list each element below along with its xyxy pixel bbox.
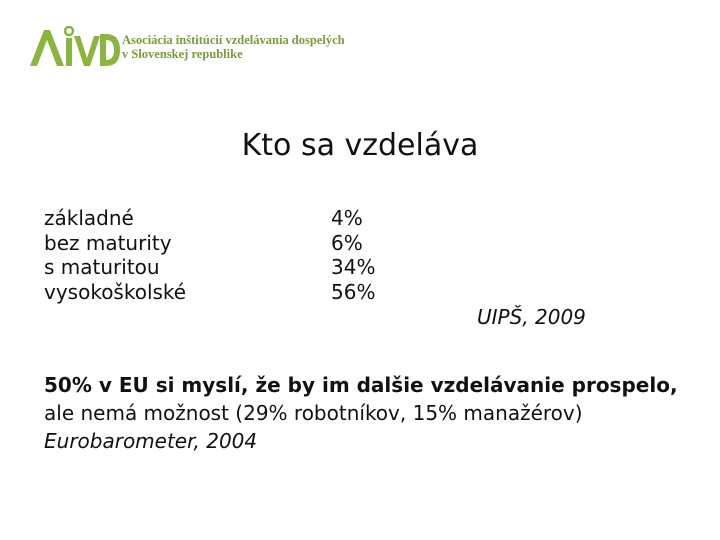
eu-note [44, 371, 704, 455]
logo-text [122, 33, 345, 61]
education-value: 4% [331, 206, 363, 230]
education-value: 6% [331, 230, 363, 255]
aivd-logo-mark [30, 26, 120, 70]
slide-title: Kto sa vzdeláva [241, 128, 479, 163]
education-value: 56% [331, 279, 376, 304]
note-source: Eurobarometer, 2004 [44, 429, 258, 453]
table-source: UIPŠ, 2009 [477, 305, 586, 329]
education-value: 34% [331, 255, 376, 279]
education-labels [44, 206, 186, 304]
aivd-logo [30, 26, 380, 70]
logo-text-line1: Asociácia inštitúcií vzdelávania dospelých [122, 33, 345, 47]
logo-text-line2: v Slovenskej republike [122, 47, 243, 61]
note-line-1: 50% v EU si myslí, že by im dalšie vzdelávanie prospelo, [44, 373, 678, 397]
note-line-2: ale nemá možnost (29% robotníkov, 15% manažérov) [44, 401, 583, 425]
education-values [331, 206, 375, 304]
education-label: základné [44, 206, 134, 230]
education-label: s maturitou [44, 255, 160, 279]
education-label: bez maturity [44, 230, 172, 255]
education-label: vysokoškolské [44, 279, 187, 304]
